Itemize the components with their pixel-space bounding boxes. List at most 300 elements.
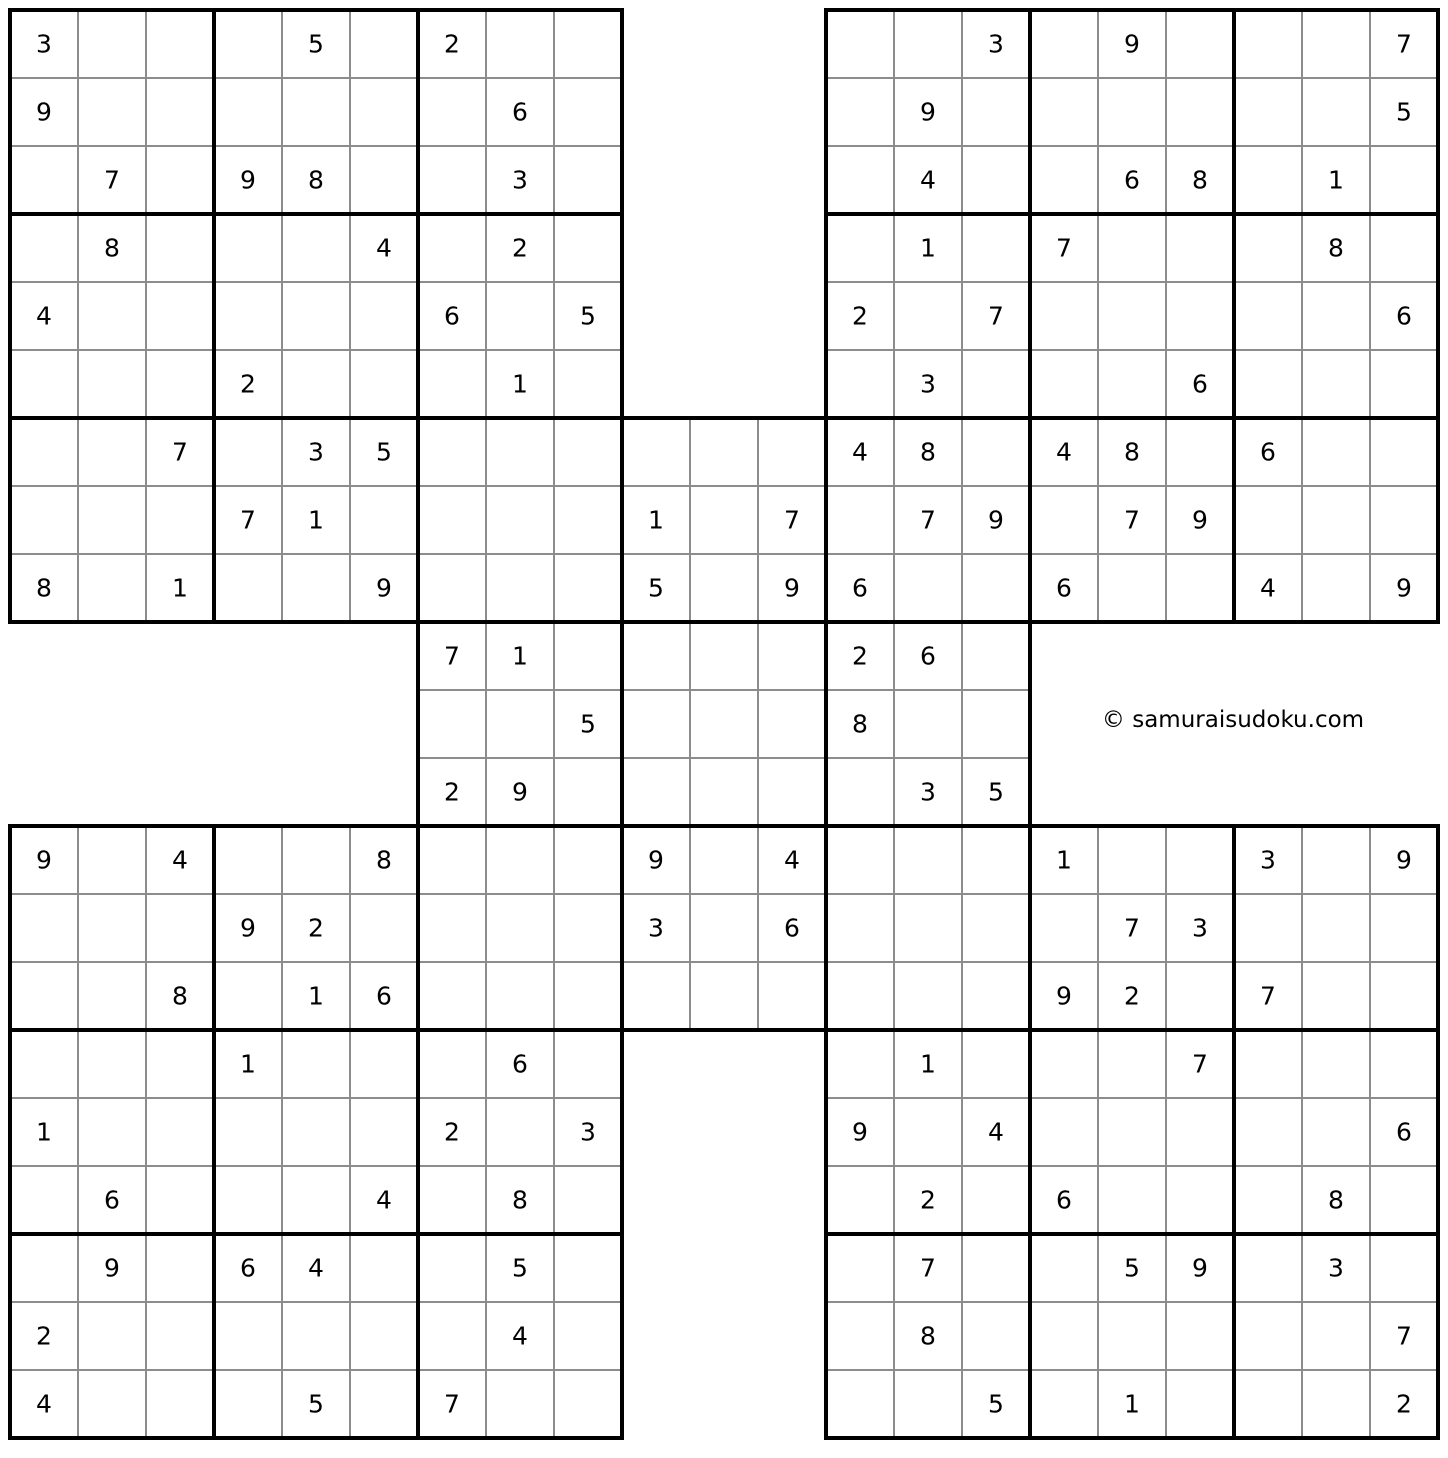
given-digit: 7 [988,301,1004,331]
given-digit: 9 [1124,29,1140,59]
sudoku-cell[interactable] [10,486,78,554]
sudoku-cell[interactable] [486,690,554,758]
sudoku-cell[interactable] [1030,282,1098,350]
sudoku-cell[interactable] [1166,1302,1234,1370]
given-digit: 7 [104,165,120,195]
sudoku-cell[interactable] [1030,486,1098,554]
given-digit: 4 [36,301,52,331]
sudoku-cell[interactable] [1302,78,1370,146]
given-digit: 5 [376,437,392,467]
sudoku-cell[interactable] [350,78,418,146]
sudoku-cell[interactable] [282,282,350,350]
sudoku-cell[interactable] [554,214,622,282]
sudoku-cell[interactable] [350,1370,418,1438]
sudoku-cell[interactable] [826,214,894,282]
sudoku-cell[interactable] [1030,78,1098,146]
sudoku-cell[interactable] [78,350,146,418]
sudoku-cell[interactable] [622,758,690,826]
given-digit: 9 [36,97,52,127]
sudoku-cell[interactable] [146,1370,214,1438]
sudoku-cell[interactable] [1370,214,1438,282]
sudoku-cell[interactable] [1166,1098,1234,1166]
given-digit: 3 [580,1117,596,1147]
sudoku-cell[interactable] [486,10,554,78]
sudoku-cell[interactable] [10,962,78,1030]
sudoku-cell[interactable] [350,486,418,554]
given-digit: 5 [308,1389,324,1419]
sudoku-cell[interactable] [962,1302,1030,1370]
sudoku-cell[interactable] [554,1234,622,1302]
sudoku-cell[interactable] [1030,1370,1098,1438]
sudoku-cell[interactable] [690,554,758,622]
sudoku-cell[interactable] [1166,1370,1234,1438]
sudoku-cell[interactable] [214,826,282,894]
sudoku-cell[interactable] [1098,1030,1166,1098]
sudoku-cell[interactable] [350,146,418,214]
sudoku-cell[interactable] [1166,1166,1234,1234]
sudoku-cell[interactable] [1030,894,1098,962]
sudoku-cell[interactable] [1234,146,1302,214]
sudoku-cell[interactable] [78,1030,146,1098]
sudoku-cell[interactable] [282,214,350,282]
given-digit: 7 [1192,1049,1208,1079]
sudoku-cell[interactable] [1166,214,1234,282]
given-digit: 2 [1396,1389,1412,1419]
sudoku-cell[interactable] [282,350,350,418]
given-digit: 1 [648,505,664,535]
sudoku-cell[interactable] [10,214,78,282]
sudoku-cell[interactable] [214,1098,282,1166]
sudoku-cell[interactable] [894,10,962,78]
sudoku-cell[interactable] [350,350,418,418]
sudoku-cell[interactable] [554,1370,622,1438]
sudoku-cell[interactable] [1234,282,1302,350]
sudoku-cell[interactable] [146,78,214,146]
sudoku-cell[interactable] [622,962,690,1030]
sudoku-cell[interactable] [1098,1302,1166,1370]
sudoku-cell[interactable] [350,10,418,78]
given-digit: 9 [512,777,528,807]
sudoku-cell[interactable] [1234,78,1302,146]
sudoku-cell[interactable] [622,690,690,758]
sudoku-cell[interactable] [1370,962,1438,1030]
sudoku-cell[interactable] [1098,1098,1166,1166]
given-digit: 4 [852,437,868,467]
sudoku-cell[interactable] [418,1234,486,1302]
given-digit: 2 [852,641,868,671]
sudoku-cell[interactable] [78,1302,146,1370]
given-digit: 3 [920,369,936,399]
sudoku-cell[interactable] [1234,214,1302,282]
sudoku-cell[interactable] [418,350,486,418]
sudoku-cell[interactable] [282,554,350,622]
sudoku-cell[interactable] [1030,1030,1098,1098]
sudoku-cell[interactable] [146,350,214,418]
sudoku-cell[interactable] [282,1166,350,1234]
sudoku-cell[interactable] [418,1302,486,1370]
sudoku-cell[interactable] [146,214,214,282]
sudoku-cell[interactable] [1030,1234,1098,1302]
sudoku-cell[interactable] [418,214,486,282]
sudoku-cell[interactable] [350,1302,418,1370]
sudoku-cell[interactable] [10,1234,78,1302]
sudoku-cell[interactable] [1370,1030,1438,1098]
sudoku-cell[interactable] [78,554,146,622]
sudoku-cell[interactable] [1302,1030,1370,1098]
sudoku-cell[interactable] [1098,350,1166,418]
sudoku-cell[interactable] [554,350,622,418]
sudoku-cell[interactable] [554,486,622,554]
given-digit: 5 [1124,1253,1140,1283]
sudoku-cell[interactable] [758,690,826,758]
sudoku-cell[interactable] [10,1166,78,1234]
sudoku-cell[interactable] [1370,1234,1438,1302]
sudoku-cell[interactable] [1302,826,1370,894]
sudoku-cell[interactable] [962,622,1030,690]
sudoku-cell[interactable] [486,826,554,894]
sudoku-cell[interactable] [10,418,78,486]
sudoku-cell[interactable] [894,554,962,622]
given-digit: 9 [1192,1253,1208,1283]
sudoku-cell[interactable] [826,146,894,214]
sudoku-cell[interactable] [214,962,282,1030]
given-digit: 9 [1396,845,1412,875]
sudoku-cell[interactable] [214,214,282,282]
sudoku-cell[interactable] [214,1166,282,1234]
sudoku-cell[interactable] [1370,418,1438,486]
sudoku-cell[interactable] [418,554,486,622]
sudoku-cell[interactable] [1302,418,1370,486]
sudoku-cell[interactable] [1370,146,1438,214]
sudoku-cell[interactable] [554,146,622,214]
given-digit: 5 [308,29,324,59]
sudoku-cell[interactable] [554,1166,622,1234]
sudoku-cell[interactable] [486,486,554,554]
sudoku-cell[interactable] [1302,486,1370,554]
given-digit: 7 [1124,505,1140,535]
given-digit: 5 [580,301,596,331]
sudoku-cell[interactable] [1098,214,1166,282]
sudoku-cell[interactable] [1098,1166,1166,1234]
sudoku-cell[interactable] [214,78,282,146]
sudoku-cell[interactable] [1370,350,1438,418]
given-digit: 5 [988,777,1004,807]
sudoku-cell[interactable] [962,1030,1030,1098]
given-digit: 3 [920,777,936,807]
sudoku-cell[interactable] [418,418,486,486]
sudoku-cell[interactable] [418,146,486,214]
sudoku-cell[interactable] [282,1302,350,1370]
sudoku-cell[interactable] [554,894,622,962]
sudoku-cell[interactable] [78,826,146,894]
sudoku-cell[interactable] [78,1370,146,1438]
sudoku-cell[interactable] [826,1302,894,1370]
sudoku-cell[interactable] [1166,10,1234,78]
sudoku-cell[interactable] [1234,1166,1302,1234]
sudoku-cell[interactable] [826,350,894,418]
given-digit: 7 [444,1389,460,1419]
sudoku-cell[interactable] [418,894,486,962]
given-digit: 1 [1056,845,1072,875]
sudoku-cell[interactable] [486,418,554,486]
sudoku-cell[interactable] [418,1030,486,1098]
sudoku-cell[interactable] [962,826,1030,894]
sudoku-cell[interactable] [78,418,146,486]
given-digit: 2 [512,233,528,263]
sudoku-cell[interactable] [10,350,78,418]
sudoku-cell[interactable] [1302,1302,1370,1370]
sudoku-cell[interactable] [214,10,282,78]
sudoku-cell[interactable] [894,282,962,350]
sudoku-cell[interactable] [826,1030,894,1098]
sudoku-cell[interactable] [146,10,214,78]
given-digit: 7 [240,505,256,535]
sudoku-cell[interactable] [214,418,282,486]
given-digit: 4 [308,1253,324,1283]
sudoku-cell[interactable] [690,826,758,894]
sudoku-cell[interactable] [214,282,282,350]
sudoku-cell[interactable] [962,962,1030,1030]
sudoku-cell[interactable] [146,1166,214,1234]
sudoku-cell[interactable] [418,78,486,146]
sudoku-cell[interactable] [1302,1098,1370,1166]
sudoku-cell[interactable] [486,282,554,350]
sudoku-cell[interactable] [962,214,1030,282]
sudoku-cell[interactable] [554,418,622,486]
sudoku-cell[interactable] [826,10,894,78]
given-digit: 3 [512,165,528,195]
sudoku-cell[interactable] [146,1302,214,1370]
sudoku-cell[interactable] [146,1030,214,1098]
sudoku-cell[interactable] [554,962,622,1030]
sudoku-cell[interactable] [826,894,894,962]
sudoku-cell[interactable] [1098,826,1166,894]
sudoku-cell[interactable] [690,622,758,690]
sudoku-cell[interactable] [1030,350,1098,418]
sudoku-cell[interactable] [486,962,554,1030]
sudoku-cell[interactable] [146,894,214,962]
given-digit: 2 [240,369,256,399]
sudoku-cell[interactable] [78,78,146,146]
sudoku-cell[interactable] [826,1234,894,1302]
sudoku-cell[interactable] [1302,1370,1370,1438]
sudoku-cell[interactable] [1098,282,1166,350]
sudoku-cell[interactable] [690,486,758,554]
sudoku-cell[interactable] [690,690,758,758]
sudoku-cell[interactable] [1302,282,1370,350]
sudoku-cell[interactable] [554,622,622,690]
given-digit: 6 [512,97,528,127]
sudoku-cell[interactable] [282,1030,350,1098]
given-digit: 6 [444,301,460,331]
sudoku-cell[interactable] [282,78,350,146]
sudoku-cell[interactable] [78,1098,146,1166]
sudoku-cell[interactable] [826,758,894,826]
sudoku-cell[interactable] [758,758,826,826]
sudoku-cell[interactable] [78,962,146,1030]
sudoku-cell[interactable] [10,894,78,962]
sudoku-cell[interactable] [894,1098,962,1166]
sudoku-cell[interactable] [1030,1302,1098,1370]
sudoku-cell[interactable] [1234,894,1302,962]
sudoku-cell[interactable] [350,1234,418,1302]
given-digit: 5 [512,1253,528,1283]
sudoku-cell[interactable] [894,962,962,1030]
given-digit: 1 [512,641,528,671]
sudoku-cell[interactable] [1166,418,1234,486]
sudoku-cell[interactable] [554,1030,622,1098]
given-digit: 1 [172,573,188,603]
sudoku-cell[interactable] [826,78,894,146]
sudoku-cell[interactable] [146,146,214,214]
sudoku-cell[interactable] [894,826,962,894]
sudoku-cell[interactable] [78,894,146,962]
sudoku-cell[interactable] [554,826,622,894]
sudoku-cell[interactable] [758,418,826,486]
sudoku-cell[interactable] [1370,894,1438,962]
sudoku-cell[interactable] [282,826,350,894]
given-digit: 9 [920,97,936,127]
sudoku-cell[interactable] [350,894,418,962]
sudoku-cell[interactable] [146,282,214,350]
sudoku-cell[interactable] [350,282,418,350]
sudoku-cell[interactable] [894,690,962,758]
sudoku-cell[interactable] [1098,78,1166,146]
sudoku-cell[interactable] [418,690,486,758]
sudoku-cell[interactable] [146,486,214,554]
sudoku-cell[interactable] [962,1234,1030,1302]
sudoku-cell[interactable] [690,962,758,1030]
sudoku-cell[interactable] [622,418,690,486]
sudoku-cell[interactable] [78,10,146,78]
sudoku-cell[interactable] [418,486,486,554]
sudoku-cell[interactable] [214,554,282,622]
sudoku-cell[interactable] [1166,78,1234,146]
given-digit: 2 [444,777,460,807]
sudoku-cell[interactable] [554,10,622,78]
sudoku-cell[interactable] [962,1166,1030,1234]
sudoku-cell[interactable] [10,1030,78,1098]
sudoku-cell[interactable] [690,894,758,962]
sudoku-cell[interactable] [826,1166,894,1234]
sudoku-cell[interactable] [758,622,826,690]
given-digit: 8 [920,437,936,467]
sudoku-cell[interactable] [1302,894,1370,962]
sudoku-cell[interactable] [78,486,146,554]
given-digit: 9 [1192,505,1208,535]
given-digit: 1 [1124,1389,1140,1419]
sudoku-cell[interactable] [1234,1302,1302,1370]
sudoku-cell[interactable] [10,146,78,214]
sudoku-cell[interactable] [418,1166,486,1234]
given-digit: 9 [36,845,52,875]
sudoku-cell[interactable] [282,1098,350,1166]
copyright-text: © samuraisudoku.com [1101,707,1365,733]
sudoku-cell[interactable] [146,1234,214,1302]
given-digit: 6 [240,1253,256,1283]
sudoku-cell[interactable] [1302,350,1370,418]
sudoku-cell[interactable] [1234,1098,1302,1166]
sudoku-cell[interactable] [214,1302,282,1370]
given-digit: 6 [1396,301,1412,331]
sudoku-cell[interactable] [962,894,1030,962]
sudoku-cell[interactable] [554,758,622,826]
sudoku-cell[interactable] [826,962,894,1030]
given-digit: 3 [1328,1253,1344,1283]
sudoku-cell[interactable] [1234,10,1302,78]
sudoku-cell[interactable] [1234,1370,1302,1438]
sudoku-cell[interactable] [690,758,758,826]
given-digit: 3 [988,29,1004,59]
sudoku-cell[interactable] [1234,1234,1302,1302]
sudoku-cell[interactable] [1166,826,1234,894]
sudoku-cell[interactable] [962,350,1030,418]
sudoku-cell[interactable] [486,554,554,622]
given-digit: 9 [1056,981,1072,1011]
sudoku-cell[interactable] [962,554,1030,622]
sudoku-cell[interactable] [1030,1098,1098,1166]
sudoku-cell[interactable] [418,962,486,1030]
sudoku-cell[interactable] [350,1030,418,1098]
sudoku-cell[interactable] [1234,486,1302,554]
sudoku-cell[interactable] [826,826,894,894]
sudoku-cell[interactable] [1030,10,1098,78]
sudoku-cell[interactable] [1370,1166,1438,1234]
given-digit: 4 [1056,437,1072,467]
sudoku-cell[interactable] [622,622,690,690]
sudoku-cell[interactable] [962,690,1030,758]
given-digit: 9 [784,573,800,603]
sudoku-cell[interactable] [1234,1030,1302,1098]
sudoku-cell[interactable] [554,1302,622,1370]
sudoku-cell[interactable] [1302,962,1370,1030]
sudoku-cell[interactable] [758,962,826,1030]
sudoku-cell[interactable] [418,826,486,894]
sudoku-cell[interactable] [1166,282,1234,350]
sudoku-cell[interactable] [826,486,894,554]
sudoku-cell[interactable] [554,78,622,146]
sudoku-cell[interactable] [1370,486,1438,554]
given-digit: 2 [444,1117,460,1147]
sudoku-cell[interactable] [486,1098,554,1166]
sudoku-cell[interactable] [962,78,1030,146]
sudoku-cell[interactable] [1030,146,1098,214]
given-digit: 2 [1124,981,1140,1011]
sudoku-cell[interactable] [1234,350,1302,418]
sudoku-cell[interactable] [962,146,1030,214]
sudoku-cell[interactable] [350,1098,418,1166]
sudoku-cell[interactable] [826,1370,894,1438]
sudoku-cell[interactable] [894,894,962,962]
sudoku-cell[interactable] [78,282,146,350]
sudoku-cell[interactable] [1166,962,1234,1030]
sudoku-cell[interactable] [1302,10,1370,78]
sudoku-cell[interactable] [690,418,758,486]
given-digit: 7 [172,437,188,467]
given-digit: 6 [1396,1117,1412,1147]
sudoku-cell[interactable] [1166,554,1234,622]
sudoku-cell[interactable] [486,1370,554,1438]
sudoku-cell[interactable] [894,1370,962,1438]
sudoku-cell[interactable] [1098,554,1166,622]
sudoku-cell[interactable] [962,418,1030,486]
sudoku-cell[interactable] [486,894,554,962]
sudoku-cell[interactable] [146,1098,214,1166]
sudoku-cell[interactable] [554,554,622,622]
sudoku-cell[interactable] [214,1370,282,1438]
given-digit: 3 [308,437,324,467]
sudoku-cell[interactable] [1302,554,1370,622]
